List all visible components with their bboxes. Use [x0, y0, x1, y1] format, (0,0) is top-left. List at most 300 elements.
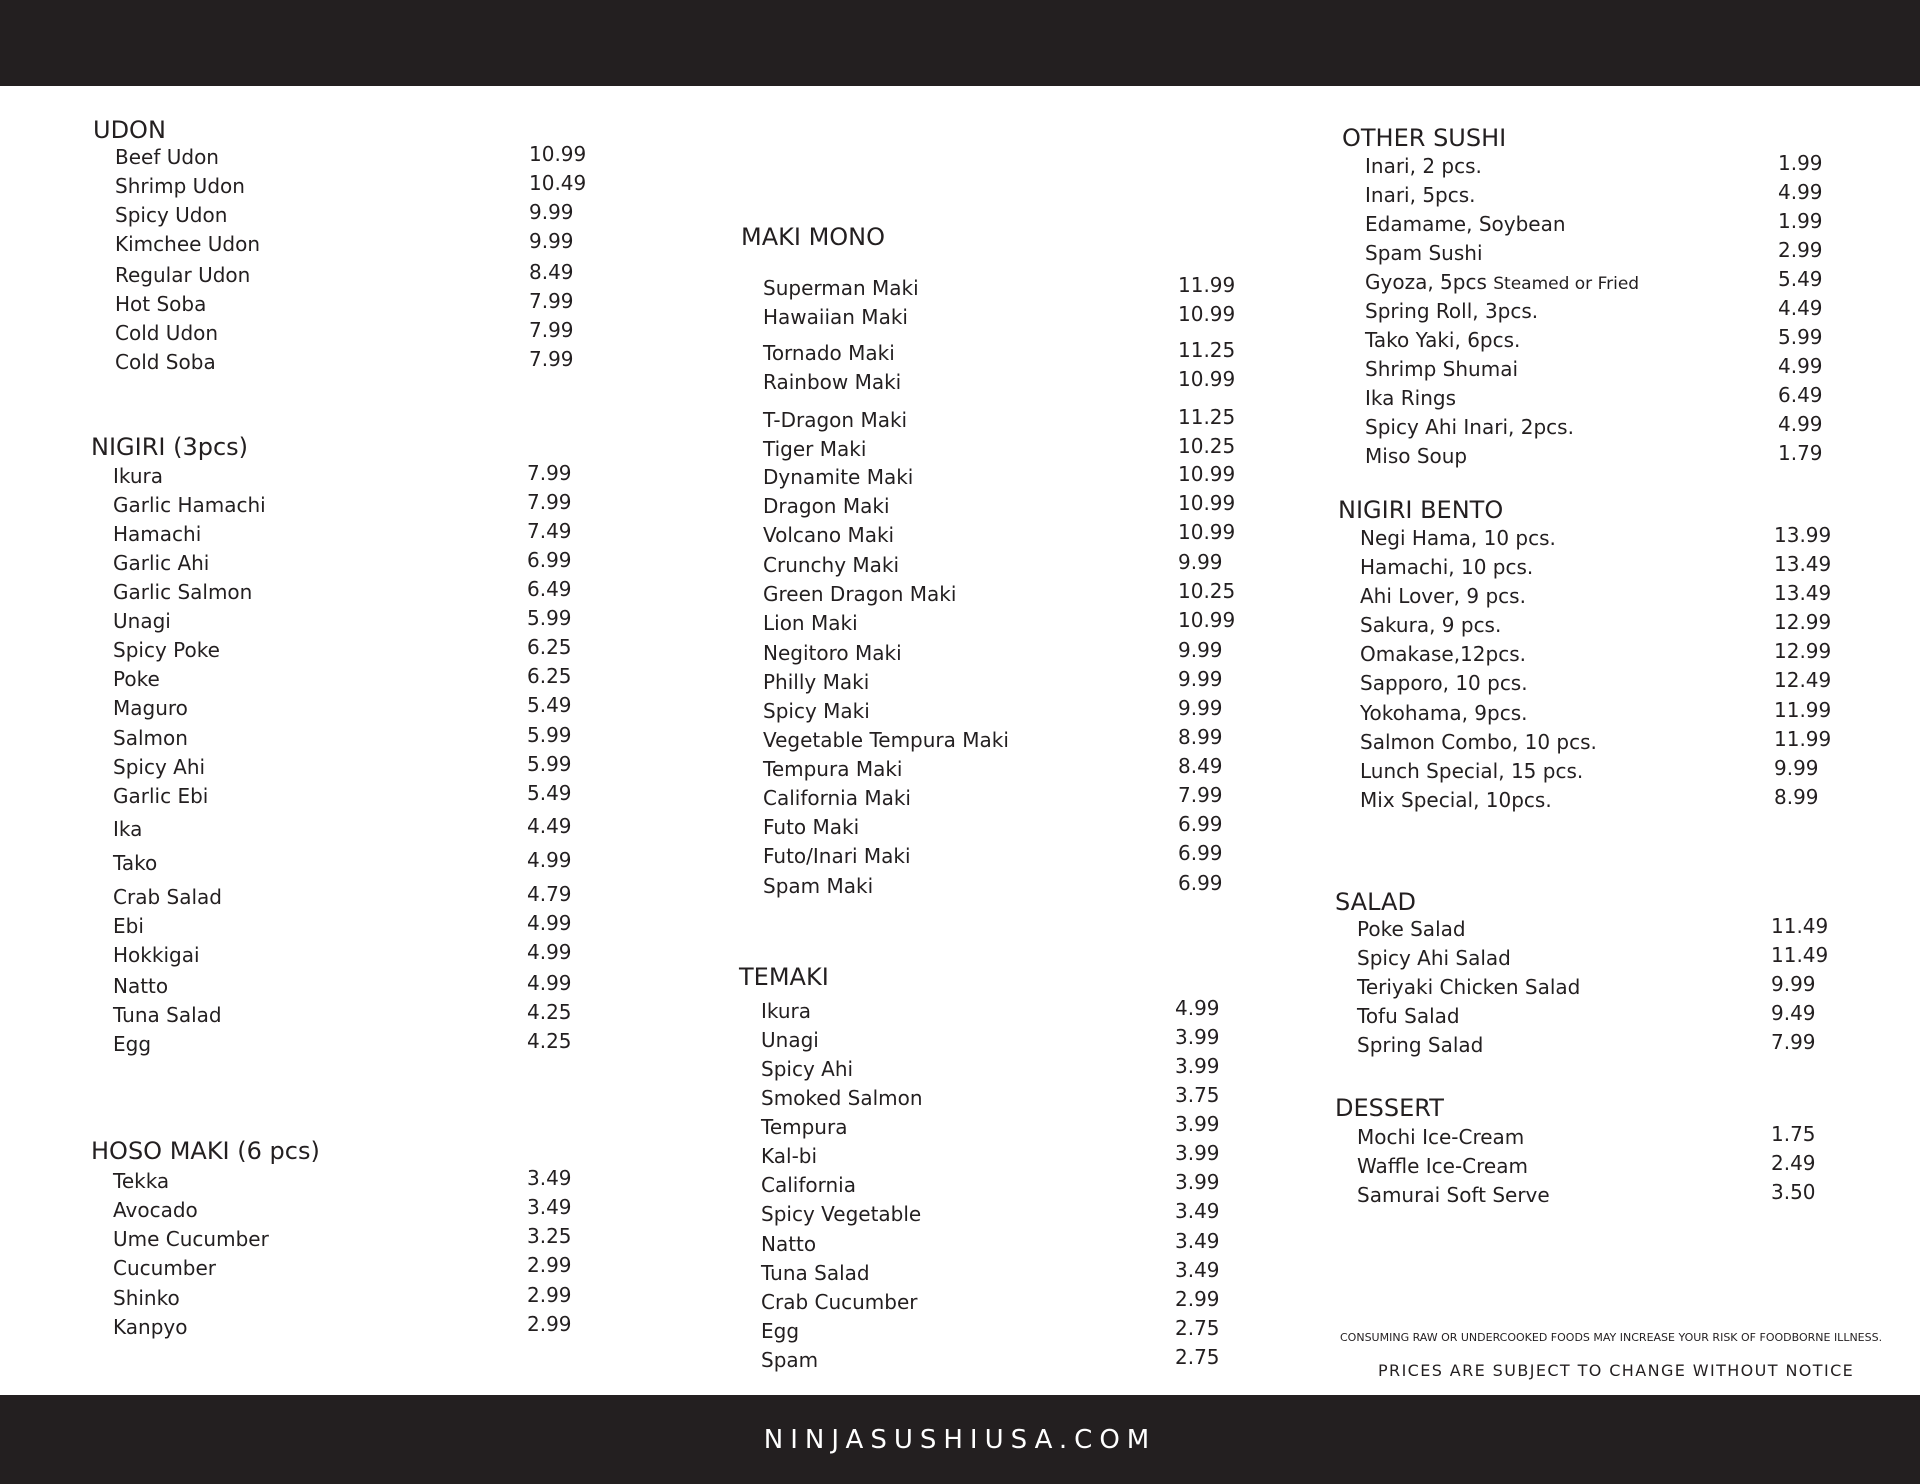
- menu-item-price: 4.49: [1778, 296, 1823, 320]
- menu-item-price: 4.99: [527, 911, 572, 935]
- menu-item-name: [113, 784, 208, 808]
- menu-item-price: 12.99: [1774, 639, 1832, 663]
- item-name-text: Mochi Ice-Cream: [1357, 1125, 1525, 1149]
- menu-item-name: [113, 914, 144, 938]
- menu-item-price: 9.99: [1178, 696, 1223, 720]
- menu-item-price: 12.99: [1774, 610, 1832, 634]
- menu-item-price: 3.99: [1175, 1141, 1220, 1165]
- menu-item-name: [113, 755, 205, 779]
- menu-item-name: [1360, 642, 1526, 666]
- menu-item-price: 10.99: [1178, 608, 1236, 632]
- item-name-text: Mix Special, 10pcs.: [1360, 788, 1552, 812]
- menu-item-name: [761, 1290, 918, 1314]
- menu-item-name: [763, 728, 1009, 752]
- menu-item-price: 7.49: [527, 519, 572, 543]
- menu-item-name: [115, 203, 227, 227]
- item-name-text: Beef Udon: [115, 145, 219, 169]
- menu-item-name: [1360, 759, 1583, 783]
- menu-item-name: [115, 321, 218, 345]
- menu-item-price: 7.99: [527, 461, 572, 485]
- menu-item-name: [1365, 386, 1456, 410]
- item-name-text: Natto: [761, 1232, 817, 1256]
- menu-item-price: 1.75: [1771, 1122, 1816, 1146]
- menu-item-name: [763, 582, 956, 606]
- menu-item-name: [115, 145, 219, 169]
- item-name-text: Shrimp Udon: [115, 174, 245, 198]
- item-name-text: Omakase,12pcs.: [1360, 642, 1526, 666]
- menu-item-name: [113, 974, 168, 998]
- menu-item-name: [763, 305, 908, 329]
- menu-item-name: [761, 1261, 870, 1285]
- menu-item-price: 5.49: [1778, 267, 1823, 291]
- menu-item-price: 10.25: [1178, 434, 1236, 458]
- item-name-text: Ika Rings: [1365, 386, 1456, 410]
- menu-item-name: [763, 408, 907, 432]
- item-note: Steamed or Fried: [1493, 274, 1640, 294]
- item-name-text: Egg: [761, 1319, 800, 1343]
- menu-item-name: [1365, 357, 1518, 381]
- menu-item-price: 2.49: [1771, 1151, 1816, 1175]
- item-name-text: Futo/Inari Maki: [763, 844, 911, 868]
- menu-item-name: [1360, 526, 1556, 550]
- item-name-text: Natto: [113, 974, 169, 998]
- menu-item-price: 8.99: [1178, 725, 1223, 749]
- menu-item-name: [113, 851, 157, 875]
- menu-item-name: [763, 370, 901, 394]
- menu-item-price: 8.49: [529, 260, 574, 284]
- menu-item-price: 10.99: [1178, 491, 1236, 515]
- item-name-text: California Maki: [763, 786, 911, 810]
- menu-item-price: 5.49: [527, 781, 572, 805]
- item-name-text: T-Dragon Maki: [763, 408, 908, 432]
- section-title: SALAD: [1335, 888, 1416, 916]
- menu-item-price: 3.49: [1175, 1199, 1220, 1223]
- item-name-text: Lion Maki: [763, 611, 858, 635]
- item-name-text: Spring Roll, 3pcs.: [1365, 299, 1539, 323]
- menu-item-name: [113, 1169, 169, 1193]
- menu-item-name: [113, 551, 209, 575]
- menu-item-name: [115, 292, 206, 316]
- item-name-text: Sakura, 9 pcs.: [1360, 613, 1502, 637]
- menu-item-price: 4.99: [1778, 354, 1823, 378]
- menu-item-price: 3.99: [1175, 1170, 1220, 1194]
- menu-item-name: [763, 815, 859, 839]
- menu-item-name: [761, 1232, 816, 1256]
- menu-item-name: [1365, 299, 1538, 323]
- menu-item-price: 7.99: [527, 490, 572, 514]
- menu-item-price: 4.99: [527, 940, 572, 964]
- item-name-text: Miso Soup: [1365, 444, 1468, 468]
- menu-item-price: 10.49: [529, 171, 587, 195]
- item-name-text: Crunchy Maki: [763, 553, 900, 577]
- menu-item-name: [763, 611, 858, 635]
- menu-item-name: [761, 1115, 847, 1139]
- menu-item-name: [113, 1198, 198, 1222]
- menu-item-name: [763, 641, 902, 665]
- menu-item-price: 9.99: [1178, 667, 1223, 691]
- item-name-text: Spicy Ahi Salad: [1357, 946, 1511, 970]
- item-name-text: Negitoro Maki: [763, 641, 902, 665]
- item-name-text: Inari, 5pcs.: [1365, 183, 1476, 207]
- item-name-text: Rainbow Maki: [763, 370, 902, 394]
- item-name-text: Dragon Maki: [763, 494, 890, 518]
- bottom-banner: [0, 1395, 1920, 1484]
- item-name-text: Kanpyo: [113, 1315, 188, 1339]
- menu-item-name: [761, 1057, 853, 1081]
- item-name-text: Smoked Salmon: [761, 1086, 923, 1110]
- item-name-text: Salmon Combo, 10 pcs.: [1360, 730, 1597, 754]
- item-name-text: Ikura: [761, 999, 812, 1023]
- item-name-text: Crab Salad: [113, 885, 222, 909]
- menu-item-name: [113, 817, 142, 841]
- item-name-text: Crab Cucumber: [761, 1290, 918, 1314]
- menu-item-name: [1360, 730, 1597, 754]
- item-name-text: Shrimp Shumai: [1365, 357, 1519, 381]
- item-name-text: Tuna Salad: [761, 1261, 870, 1285]
- item-name-text: Hamachi: [113, 522, 202, 546]
- item-name-text: Spicy Poke: [113, 638, 220, 662]
- menu-item-name: [113, 1256, 216, 1280]
- menu-item-price: 4.49: [527, 814, 572, 838]
- item-name-text: Tofu Salad: [1357, 1004, 1460, 1028]
- menu-item-price: 3.49: [527, 1195, 572, 1219]
- menu-item-name: [763, 670, 869, 694]
- menu-item-price: 10.99: [1178, 367, 1236, 391]
- website-url: NINJASUSHIUSA.COM: [763, 1424, 1157, 1455]
- menu-item-name: [1365, 444, 1467, 468]
- menu-item-price: 4.25: [527, 1029, 572, 1053]
- item-name-text: Ebi: [113, 914, 144, 938]
- menu-item-name: [1357, 1125, 1524, 1149]
- menu-item-name: [113, 522, 201, 546]
- item-name-text: Negi Hama, 10 pcs.: [1360, 526, 1556, 550]
- menu-item-name: [761, 1028, 819, 1052]
- item-name-text: Green Dragon Maki: [763, 582, 957, 606]
- menu-item-name: [113, 696, 188, 720]
- menu-item-name: [1357, 975, 1580, 999]
- item-name-text: Hawaiian Maki: [763, 305, 908, 329]
- item-name-text: Tekka: [113, 1169, 170, 1193]
- item-name-text: Inari, 2 pcs.: [1365, 154, 1482, 178]
- menu-item-price: 1.99: [1778, 151, 1823, 175]
- top-banner: [0, 0, 1920, 86]
- item-name-text: California: [761, 1173, 856, 1197]
- menu-item-name: [113, 1032, 151, 1056]
- menu-item-price: 9.99: [1771, 972, 1816, 996]
- menu-item-name: [1365, 270, 1639, 294]
- item-name-text: Spam Sushi: [1365, 241, 1483, 265]
- item-name-text: Spicy Vegetable: [761, 1202, 922, 1226]
- item-name-text: Tiger Maki: [763, 437, 867, 461]
- menu-item-name: [761, 1173, 856, 1197]
- section-title: NIGIRI BENTO: [1338, 496, 1504, 524]
- menu-item-price: 11.25: [1178, 338, 1236, 362]
- item-name-text: Samurai Soft Serve: [1357, 1183, 1550, 1207]
- menu-item-price: 13.99: [1774, 523, 1832, 547]
- item-name-text: Sapporo, 10 pcs.: [1360, 671, 1528, 695]
- item-name-text: Yokohama, 9pcs.: [1360, 701, 1528, 725]
- item-name-text: Vegetable Tempura Maki: [763, 728, 1009, 752]
- menu-item-price: 9.99: [529, 229, 574, 253]
- menu-item-name: [113, 609, 171, 633]
- menu-item-price: 5.99: [1778, 325, 1823, 349]
- item-name-text: Cold Udon: [115, 321, 219, 345]
- item-name-text: Avocado: [113, 1198, 198, 1222]
- menu-item-price: 2.75: [1175, 1316, 1220, 1340]
- item-name-text: Regular Udon: [115, 263, 251, 287]
- item-name-text: Edamame, Soybean: [1365, 212, 1566, 236]
- menu-item-price: 1.79: [1778, 441, 1823, 465]
- menu-item-price: 11.49: [1771, 914, 1829, 938]
- item-name-text: Kal-bi: [761, 1144, 818, 1168]
- menu-item-name: [1360, 788, 1552, 812]
- menu-item-name: [761, 999, 811, 1023]
- menu-item-name: [1365, 415, 1574, 439]
- item-name-text: Tempura: [761, 1115, 848, 1139]
- item-name-text: Garlic Hamachi: [113, 493, 266, 517]
- menu-item-name: [113, 1227, 269, 1251]
- menu-item-name: [1357, 1004, 1460, 1028]
- menu-item-price: 12.49: [1774, 668, 1832, 692]
- menu-item-price: 4.99: [1778, 412, 1823, 436]
- section-title: UDON: [93, 116, 166, 144]
- menu-item-price: 4.99: [527, 848, 572, 872]
- menu-item-price: 3.99: [1175, 1025, 1220, 1049]
- menu-item-price: 4.99: [1175, 996, 1220, 1020]
- menu-item-name: [1360, 701, 1527, 725]
- menu-item-price: 6.25: [527, 635, 572, 659]
- menu-item-price: 2.99: [527, 1312, 572, 1336]
- menu-item-price: 7.99: [1771, 1030, 1816, 1054]
- menu-item-name: [1365, 328, 1520, 352]
- menu-item-name: [113, 464, 163, 488]
- item-name-text: Salmon: [113, 726, 188, 750]
- item-name-text: Superman Maki: [763, 276, 919, 300]
- menu-item-name: [113, 1003, 222, 1027]
- section-title: DESSERT: [1335, 1094, 1444, 1122]
- menu-item-price: 5.49: [527, 693, 572, 717]
- menu-item-price: 6.25: [527, 664, 572, 688]
- menu-item-price: 10.99: [1178, 520, 1236, 544]
- menu-item-name: [761, 1144, 817, 1168]
- item-name-text: Tako: [113, 851, 158, 875]
- item-name-text: Waffle Ice-Cream: [1357, 1154, 1528, 1178]
- menu-item-name: [1365, 154, 1482, 178]
- menu-item-price: 3.50: [1771, 1180, 1816, 1204]
- menu-item-name: [763, 786, 911, 810]
- item-name-text: Philly Maki: [763, 670, 870, 694]
- menu-item-price: 1.99: [1778, 209, 1823, 233]
- raw-food-warning: CONSUMING RAW OR UNDERCOOKED FOODS MAY INCREASE YOUR RISK OF FOODBORNE ILLNESS.: [1340, 1331, 1883, 1344]
- item-name-text: Spicy Maki: [763, 699, 870, 723]
- menu-item-name: [1357, 1033, 1483, 1057]
- item-name-text: Garlic Ebi: [113, 784, 209, 808]
- item-name-text: Hot Soba: [115, 292, 207, 316]
- menu-item-name: [763, 494, 890, 518]
- menu-item-price: 2.75: [1175, 1345, 1220, 1369]
- menu-item-name: [113, 1315, 187, 1339]
- item-name-text: Dynamite Maki: [763, 465, 914, 489]
- menu-item-name: [113, 638, 220, 662]
- menu-item-price: 9.99: [1178, 638, 1223, 662]
- section-title: TEMAKI: [739, 963, 829, 991]
- section-title: NIGIRI (3pcs): [91, 433, 249, 461]
- menu-item-name: [1357, 1183, 1550, 1207]
- menu-item-price: 7.99: [529, 347, 574, 371]
- item-name-text: Teriyaki Chicken Salad: [1357, 975, 1581, 999]
- menu-item-price: 3.49: [1175, 1229, 1220, 1253]
- menu-item-name: [115, 350, 216, 374]
- menu-item-price: 2.99: [1175, 1287, 1220, 1311]
- item-name-text: Ikura: [113, 464, 164, 488]
- item-name-text: Cold Soba: [115, 350, 216, 374]
- menu-item-name: [763, 699, 870, 723]
- section-title: MAKI MONO: [741, 223, 886, 251]
- item-name-text: Kimchee Udon: [115, 232, 261, 256]
- menu-item-name: [115, 232, 260, 256]
- menu-item-name: [763, 465, 913, 489]
- menu-item-price: 3.99: [1175, 1112, 1220, 1136]
- menu-item-name: [761, 1348, 818, 1372]
- menu-item-price: 4.99: [527, 971, 572, 995]
- menu-item-name: [113, 667, 160, 691]
- menu-item-name: [1357, 917, 1466, 941]
- section-title: OTHER SUSHI: [1342, 124, 1507, 152]
- item-name-text: Shinko: [113, 1286, 180, 1310]
- menu-item-price: 7.99: [529, 318, 574, 342]
- item-name-text: Poke Salad: [1357, 917, 1466, 941]
- menu-item-name: [763, 437, 866, 461]
- menu-item-name: [113, 885, 222, 909]
- menu-item-price: 13.49: [1774, 581, 1832, 605]
- menu-item-price: 3.75: [1175, 1083, 1220, 1107]
- menu-item-price: 8.99: [1774, 785, 1819, 809]
- item-name-text: Tuna Salad: [113, 1003, 222, 1027]
- menu-item-price: 4.25: [527, 1000, 572, 1024]
- item-name-text: Poke: [113, 667, 160, 691]
- item-name-text: Hokkigai: [113, 943, 200, 967]
- item-name-text: Unagi: [113, 609, 171, 633]
- menu-item-name: [763, 341, 895, 365]
- menu-item-price: 6.49: [1778, 383, 1823, 407]
- item-name-text: Spring Salad: [1357, 1033, 1484, 1057]
- menu-item-price: 11.99: [1774, 698, 1832, 722]
- item-name-text: Cucumber: [113, 1256, 217, 1280]
- menu-item-price: 10.99: [529, 142, 587, 166]
- menu-item-price: 2.99: [527, 1253, 572, 1277]
- item-name-text: Spicy Ahi: [113, 755, 206, 779]
- menu-item-price: 11.25: [1178, 405, 1236, 429]
- menu-item-price: 3.25: [527, 1224, 572, 1248]
- menu-item-price: 6.99: [1178, 841, 1223, 865]
- menu-item-price: 5.99: [527, 752, 572, 776]
- menu-item-price: 8.49: [1178, 754, 1223, 778]
- menu-item-name: [763, 523, 894, 547]
- menu-item-price: 3.49: [1175, 1258, 1220, 1282]
- menu-item-name: [1357, 946, 1511, 970]
- item-name-text: Hamachi, 10 pcs.: [1360, 555, 1534, 579]
- menu-item-price: 11.99: [1178, 273, 1236, 297]
- menu-item-price: 4.79: [527, 882, 572, 906]
- item-name-text: Spicy Ahi Inari, 2pcs.: [1365, 415, 1574, 439]
- menu-item-price: 5.99: [527, 606, 572, 630]
- menu-item-price: 10.99: [1178, 462, 1236, 486]
- item-name-text: Tornado Maki: [763, 341, 895, 365]
- item-name-text: Spicy Udon: [115, 203, 228, 227]
- menu-item-price: 7.99: [1178, 783, 1223, 807]
- menu-item-price: 6.99: [527, 548, 572, 572]
- menu-item-price: 3.49: [527, 1166, 572, 1190]
- item-name-text: Ahi Lover, 9 pcs.: [1360, 584, 1526, 608]
- item-name-text: Spicy Ahi: [761, 1057, 854, 1081]
- menu-item-name: [115, 174, 245, 198]
- menu-item-price: 6.99: [1178, 812, 1223, 836]
- item-name-text: Maguro: [113, 696, 188, 720]
- menu-item-price: 5.99: [527, 723, 572, 747]
- menu-item-price: 11.49: [1771, 943, 1829, 967]
- menu-item-price: 6.49: [527, 577, 572, 601]
- menu-item-price: 10.99: [1178, 302, 1236, 326]
- item-name-text: Volcano Maki: [763, 523, 895, 547]
- menu-item-price: 11.99: [1774, 727, 1832, 751]
- menu-item-name: [1357, 1154, 1528, 1178]
- item-name-text: Spam Maki: [763, 874, 874, 898]
- menu-item-price: 4.99: [1778, 180, 1823, 204]
- menu-item-name: [763, 276, 919, 300]
- menu-item-price: 2.99: [527, 1283, 572, 1307]
- menu-item-price: 10.25: [1178, 579, 1236, 603]
- menu-item-name: [113, 726, 188, 750]
- menu-item-price: 9.99: [529, 200, 574, 224]
- menu-item-name: [1360, 613, 1501, 637]
- menu-item-name: [761, 1202, 921, 1226]
- menu-item-name: [763, 844, 911, 868]
- menu-item-price: 9.49: [1771, 1001, 1816, 1025]
- menu-item-name: [763, 757, 902, 781]
- menu-item-name: [763, 553, 899, 577]
- price-change-notice: PRICES ARE SUBJECT TO CHANGE WITHOUT NOTICE: [1378, 1361, 1855, 1380]
- menu-item-name: [761, 1319, 799, 1343]
- menu-item-name: [1365, 183, 1476, 207]
- menu-item-price: 2.99: [1778, 238, 1823, 262]
- item-name-text: Futo Maki: [763, 815, 860, 839]
- item-name-text: Garlic Salmon: [113, 580, 253, 604]
- menu-item-name: [1360, 584, 1526, 608]
- menu-item-name: [113, 493, 266, 517]
- menu-item-name: [113, 580, 252, 604]
- menu-item-name: [1360, 671, 1528, 695]
- section-title: HOSO MAKI (6 pcs): [91, 1137, 320, 1165]
- menu-item-name: [763, 874, 873, 898]
- item-name-text: Tempura Maki: [763, 757, 903, 781]
- menu-item-name: [1365, 212, 1566, 236]
- menu-item-name: [113, 1286, 180, 1310]
- menu-item-name: [1360, 555, 1533, 579]
- menu-item-name: [115, 263, 250, 287]
- menu-item-price: 9.99: [1178, 550, 1223, 574]
- menu-item-price: 6.99: [1178, 871, 1223, 895]
- item-name-text: Lunch Special, 15 pcs.: [1360, 759, 1584, 783]
- menu-item-name: [113, 943, 200, 967]
- menu-item-name: [1365, 241, 1483, 265]
- menu-item-price: 9.99: [1774, 756, 1819, 780]
- menu-item-name: [761, 1086, 923, 1110]
- item-name-text: Egg: [113, 1032, 152, 1056]
- item-name-text: Ika: [113, 817, 143, 841]
- menu-item-price: 3.99: [1175, 1054, 1220, 1078]
- item-name-text: Gyoza, 5pcs: [1365, 270, 1487, 294]
- menu-item-price: 13.49: [1774, 552, 1832, 576]
